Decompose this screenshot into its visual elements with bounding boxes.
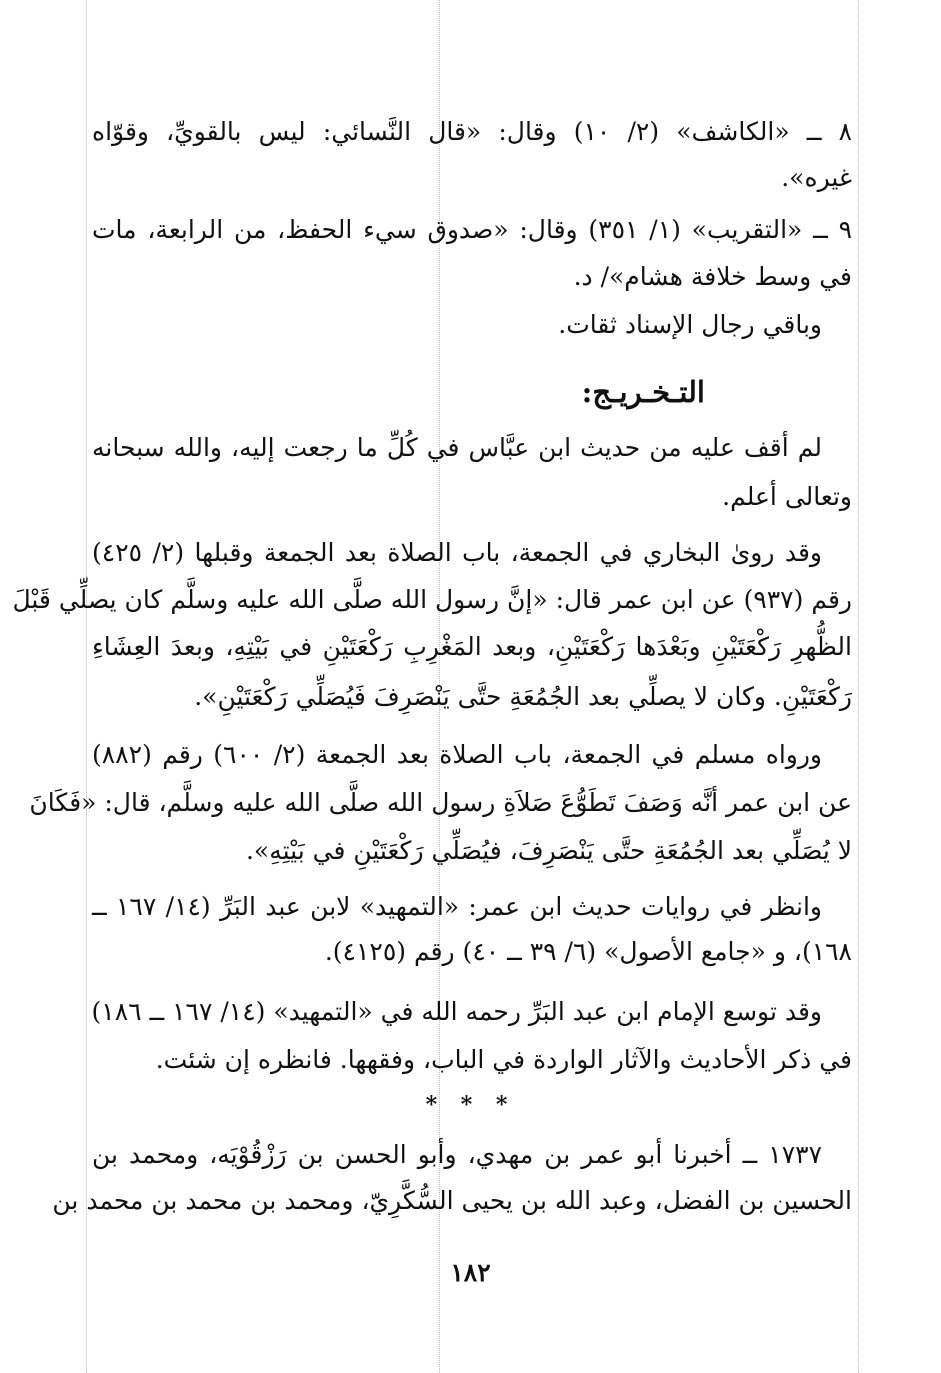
text-line: لم أقف عليه من حديث ابن عبَّاس في كُلِّ ما رجعت إليه، والله سبحانه [92,433,822,462]
page-margin-line-right [858,0,859,1373]
text-line: الظُّهرِ رَكْعَتَيْنِ وبَعْدَها رَكْعَتَيْنِ، وبعد المَغْرِبِ رَكْعَتَيْنِ في بَيْتِهِ، وبعدَ العِشَاءِ [92,632,852,661]
text-line: ٨ ــ «الكاشف» (٢/ ١٠) وقال: «قال النَّسائي: ليس بالقويِّ، وقوّاه [92,117,852,146]
text-line: رَكْعَتَيْنِ. وكان لا يصلِّي بعد الجُمُعَةِ حتَّى يَنْصَرِفَ فَيُصَلِّي رَكْعَتَيْنِ». [194,682,852,711]
text-line: وباقي رجال الإسناد ثقات. [558,310,822,339]
text-line: وانظر في روايات حديث ابن عمر: «التمهيد» لابن عبد البَرِّ (١٤/ ١٦٧ ــ [92,892,822,921]
section-separator: * * * [425,1092,516,1118]
text-line: ١٧٣٧ ــ أخبرنا أبو عمر بن مهدي، وأبو الحسن بن رَزْقُوْيَه، ومحمد بن [92,1140,822,1169]
text-line: عن ابن عمر أنَّه وَصَفَ تَطَوُّعَ صَلاَةِ رسول الله صلَّى الله عليه وسلَّم، قال: «فَكَانَ [29,788,852,817]
section-heading: التـخـريـج: [581,375,705,409]
text-line: في وسط خلافة هشام»/ د. [573,262,852,291]
text-line: الحسين بن الفضل، وعبد الله بن يحيى السُّكَّرِيّ، ومحمد بن محمد بن محمد بن [52,1186,852,1215]
text-line: وقد روىٰ البخاري في الجمعة، باب الصلاة بعد الجمعة وقبلها (٢/ ٤٢٥) [92,538,822,567]
page-margin-line-left [86,0,87,1373]
text-line: غيره». [781,163,852,192]
text-line: وتعالى أعلم. [722,482,852,511]
text-line: ٩ ــ «التقريب» (١/ ٣٥١) وقال: «صدوق سيء الحفظ، من الرابعة، مات [92,215,853,244]
text-line: في ذكر الأحاديث والآثار الواردة في الباب، وفقهها. فانظره إن شئت. [155,1045,852,1074]
text-line: لا يُصَلِّي بعد الجُمُعَةِ حتَّى يَنْصَرِفَ، فيُصَلِّي رَكْعَتَيْنِ في بَيْتِهِ». [245,836,852,865]
text-line: ورواه مسلم في الجمعة، باب الصلاة بعد الجمعة (٢/ ٦٠٠) رقم (٨٨٢) [92,740,822,769]
text-line: وقد توسع الإمام ابن عبد البَرِّ رحمه الله في «التمهيد» (١٤/ ١٦٧ ــ ١٨٦) [91,997,822,1026]
page-number: ١٨٢ [450,1258,491,1287]
text-line: ١٦٨)، و «جامع الأصول» (٦/ ٣٩ ــ ٤٠) رقم (٤١٢٥). [324,937,852,966]
text-line: رقم (٩٣٧) عن ابن عمر قال: «إنَّ رسول الله صلَّى الله عليه وسلَّم كان يصلِّي قَبْلَ [12,585,852,614]
